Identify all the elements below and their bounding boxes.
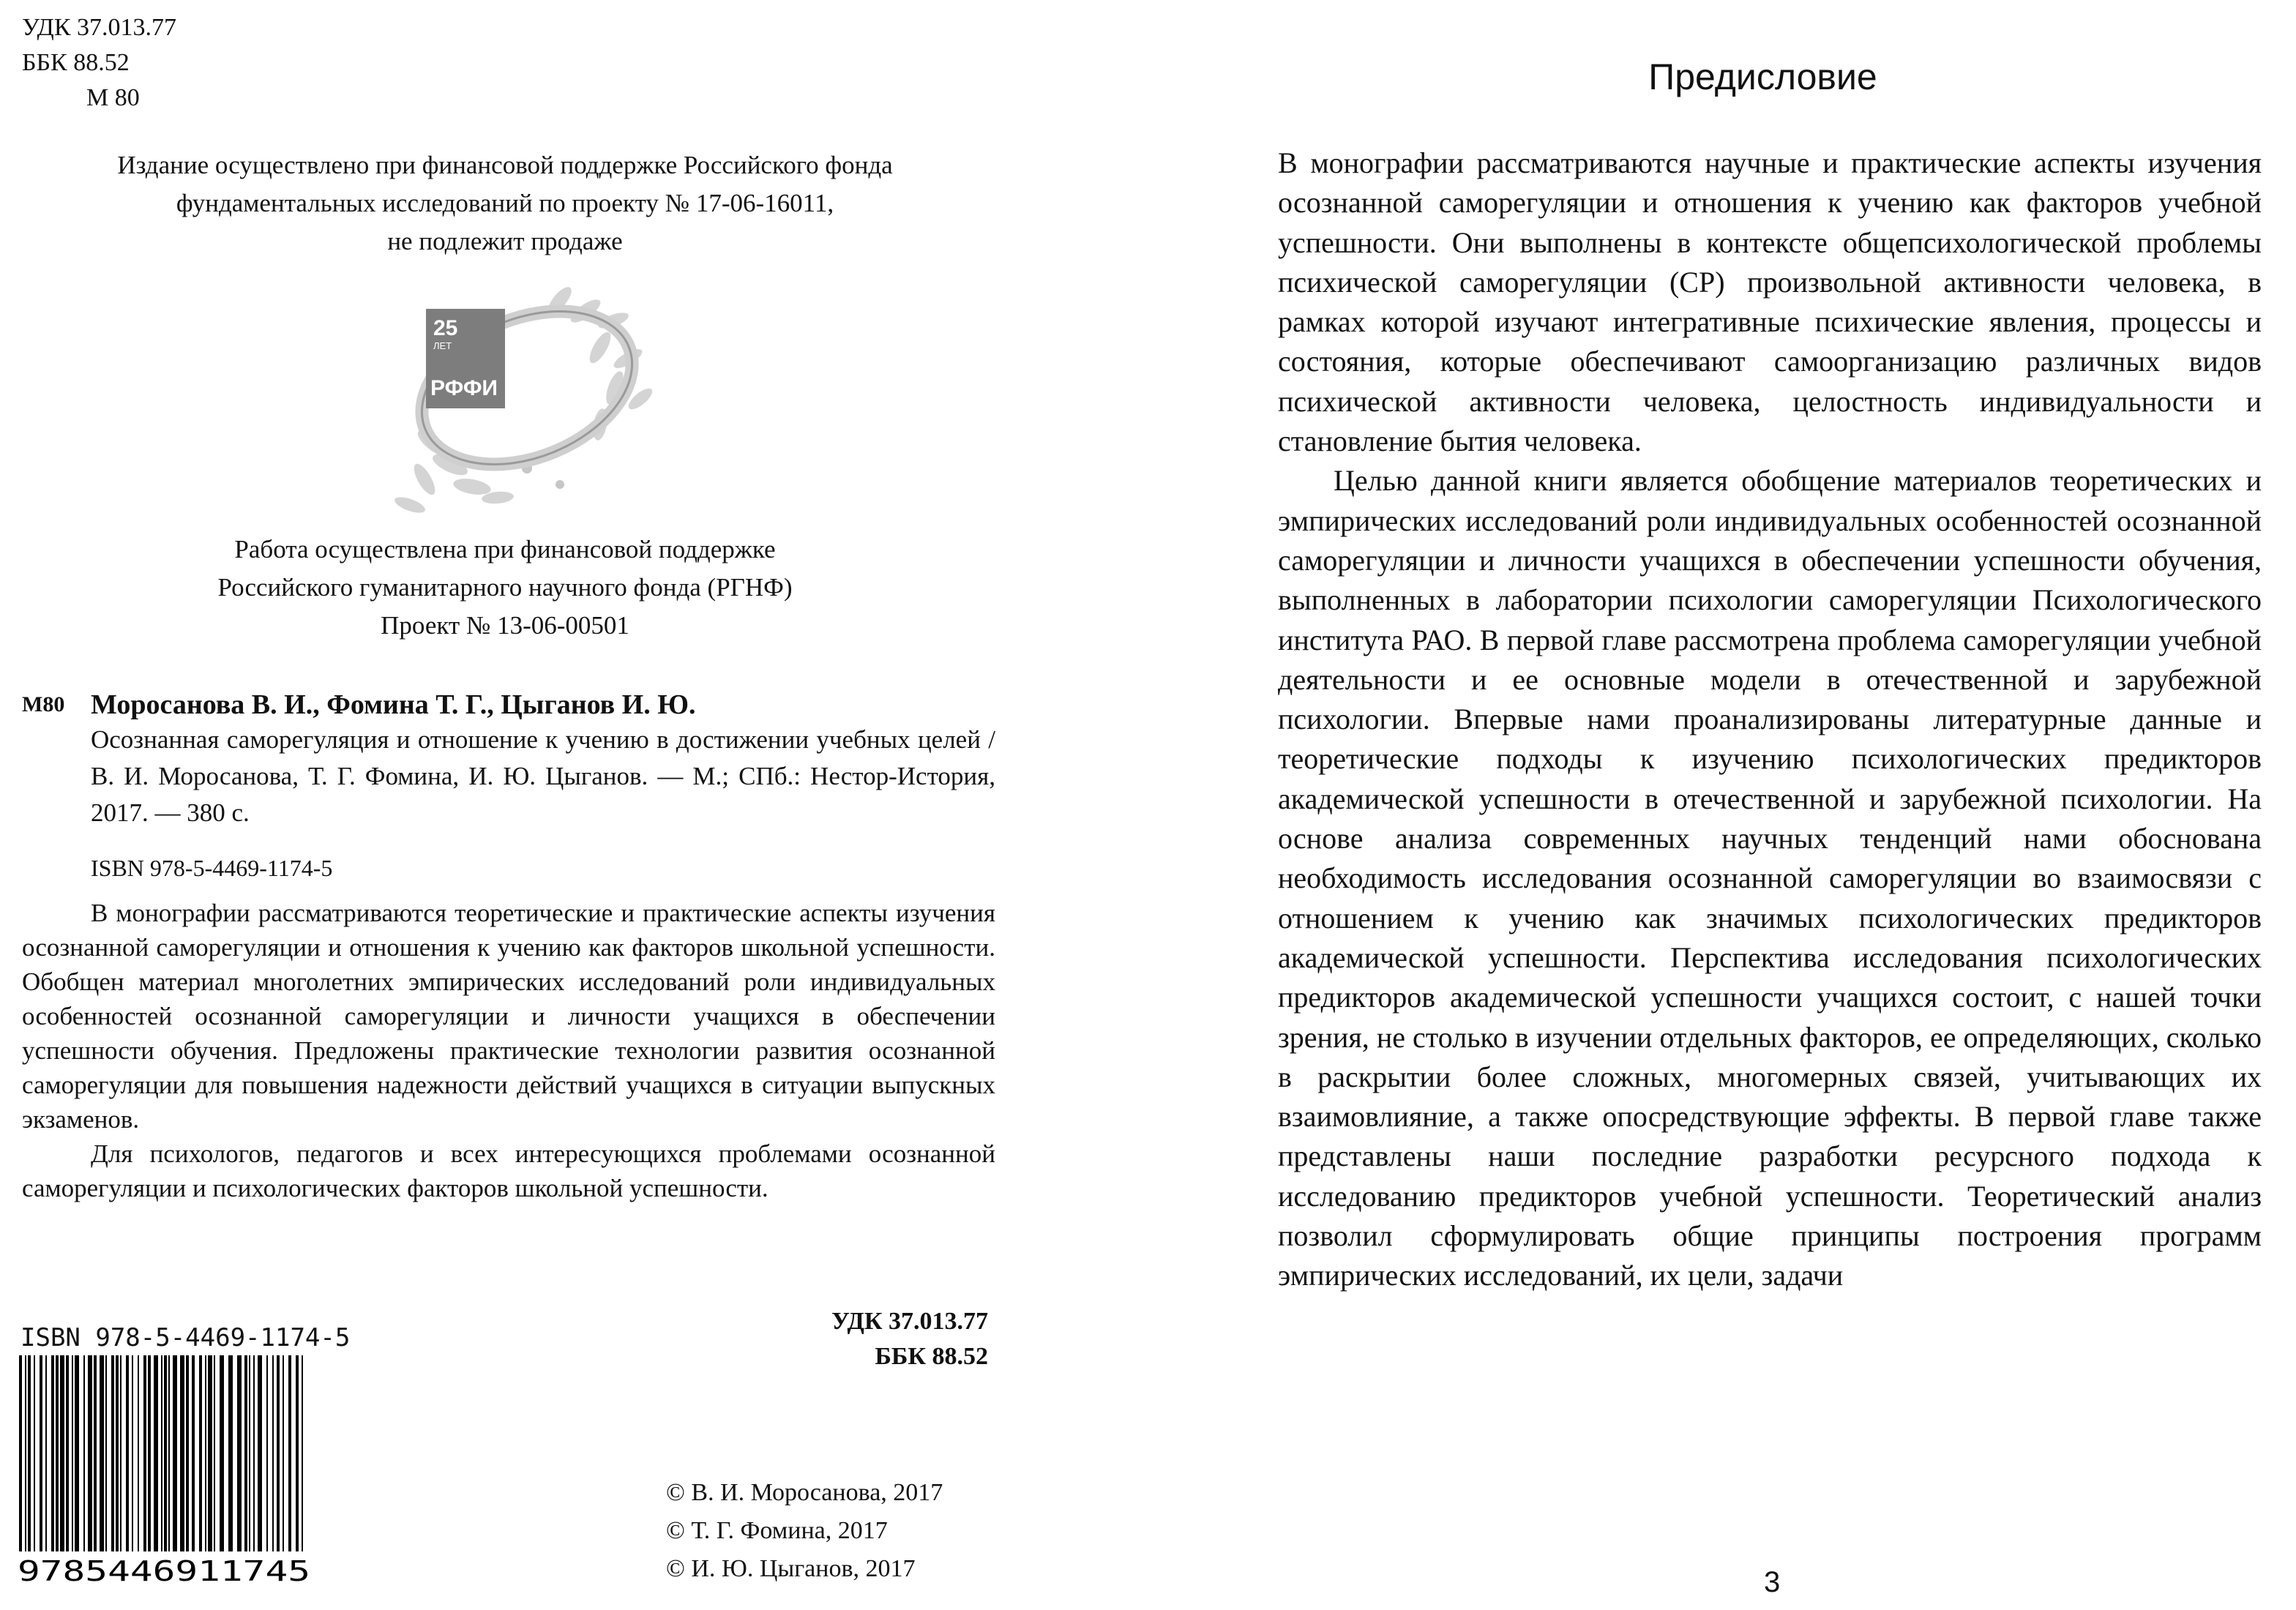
barcode-bar <box>302 1355 303 1551</box>
barcode-bar <box>94 1355 97 1551</box>
barcode-bar <box>75 1355 79 1551</box>
barcode-bar <box>220 1355 224 1551</box>
barcode-bar <box>258 1355 262 1551</box>
barcode-bar <box>228 1355 233 1551</box>
barcode-bar <box>138 1355 139 1551</box>
barcode-bar <box>277 1355 280 1551</box>
barcode-bar <box>72 1355 73 1551</box>
preface-body <box>1278 143 2262 1296</box>
barcode-bar <box>288 1355 291 1551</box>
barcode-bar <box>249 1355 250 1551</box>
isbn: ISBN 978-5-4469-1174-5 <box>91 855 333 881</box>
barcode-bar <box>173 1355 177 1551</box>
udk-code: УДК 37.013.77 <box>831 1308 988 1335</box>
bibliographic-description: Осознанная саморегуляция и отношение к учению в достижении учебных целей / В. И. Моросанова, Т. Г. Фомина, И. Ю. Цыганов. — М.; СПб.: Нестор-История, 2017. — 380 с. <box>91 725 995 827</box>
barcode-bar <box>66 1355 69 1551</box>
barcode-bar <box>83 1355 85 1551</box>
barcode-bar <box>105 1355 107 1551</box>
barcode-bar <box>111 1355 114 1551</box>
barcode-bar <box>34 1355 35 1551</box>
rgnf-funding-line: Работа осуществлена при финансовой поддержке <box>234 535 776 564</box>
barcode-bar <box>214 1355 215 1551</box>
barcode-bar <box>56 1355 59 1551</box>
barcode-bar <box>244 1355 247 1551</box>
barcode-bar <box>164 1355 167 1551</box>
classification-block <box>22 10 176 116</box>
barcode-bar <box>208 1355 212 1551</box>
annotation-paragraph: В монографии рассматриваются теоретические и практические аспекты изучения осознанной саморегуляции и отношения к учению как факторов школьной успешности. Обобщен материал многолетних эмпирических исследований роли индивидуальных особенностей осознанной саморегуляции и личности учащихся в обеспечении успешности обучения. Предложены практические технологии развития осознанной саморегуляции для повышения надежности действий учащихся в ситуации выпускных экзаменов. <box>22 899 995 1134</box>
barcode-bar <box>88 1355 92 1551</box>
barcode-bar <box>40 1355 42 1551</box>
barcode-bar <box>237 1355 242 1551</box>
barcode-bar <box>199 1355 202 1551</box>
udk-block <box>717 1304 988 1374</box>
author-mark: М 80 <box>86 84 140 111</box>
barcode-bar <box>168 1355 170 1551</box>
barcode-bar <box>100 1355 104 1551</box>
rffi-funding-line: фундаментальных исследований по проекту № 17-06-16011, <box>176 189 834 217</box>
barcode-bar <box>143 1355 146 1551</box>
rffi-funding-line: не подлежит продаже <box>387 227 623 255</box>
barcode-bar <box>132 1355 133 1551</box>
barcode-bar <box>25 1355 26 1551</box>
barcode-bar <box>266 1355 268 1551</box>
barcode-bar <box>186 1355 189 1551</box>
barcode-bar <box>180 1355 184 1551</box>
barcode-bar <box>45 1355 47 1551</box>
svg-text:25: 25 <box>433 316 458 340</box>
svg-text:РФФИ: РФФИ <box>430 376 498 400</box>
copyright-line: © В. И. Моросанова, 2017 <box>666 1479 943 1506</box>
copyright-line: © И. Ю. Цыганов, 2017 <box>666 1555 916 1582</box>
barcode-bar <box>253 1355 255 1551</box>
barcode-bar <box>154 1355 158 1551</box>
barcode-digits: 9785446911745 <box>18 1555 310 1586</box>
barcode-isbn-label: ISBN 978-5-4469-1174-5 <box>20 1323 351 1352</box>
rffi-funding-note <box>29 146 981 261</box>
barcode-bar <box>19 1355 22 1551</box>
copyright-line: © Т. Г. Фомина, 2017 <box>666 1517 888 1544</box>
copyright-block <box>666 1474 943 1588</box>
bbk-code: ББК 88.52 <box>22 49 130 76</box>
barcode-bar <box>51 1355 54 1551</box>
page-number: 3 <box>1764 1566 1781 1598</box>
barcode-bar <box>126 1355 129 1551</box>
authors: Моросанова В. И., Фомина Т. Г., Цыганов И. Ю. <box>91 689 696 720</box>
barcode <box>18 1355 310 1586</box>
barcode-bar <box>60 1355 64 1551</box>
preface-paragraph: Целью данной книги является обобщение материалов теоретических и эмпирических исследований роли индивидуальных особенностей осознанной саморегуляции и личности учащихся в обеспечении успешности обучения, выполненных в лаборатории психологии саморегуляции Психологического института РАО. В первой главе рассмотрена проблема саморегуляции учебной деятельности и ее основные модели в отечественной и зарубежной психологии. Впервые нами проанализированы литературные данные и теоретические подходы к изучению психологических предикторов академической успешности в отечественной и зарубежной психологии. На основе анализа современных научных тенденций нами обоснована необходимость исследования осознанной саморегуляции во взаимосвязи с отношением к учению как значимых психологических предикторов академической успешности. Перспектива исследования психологических предикторов академической успешности учащихся состоит, с нашей точки зрения, не столько в изучении отдельных факторов, ее определяющих, сколько в раскрытии более сложных, многомерных связей, учитывающих их взаимовлияние, а также опосредствующие эффекты. В первой главе также представлены наши последние разработки ресурсного подхода к исследованию предикторов учебной успешности. Теоретический анализ позволил сформулировать общие принципы построения программ эмпирических исследований, их цели, задачи <box>1278 464 2262 1292</box>
rgnf-funding-note <box>29 531 981 645</box>
annotation-paragraph: Для психологов, педагогов и всех интересующихся проблемами осознанной саморегуляции и психологических факторов школьной успешности. <box>22 1139 995 1202</box>
right-page <box>1142 0 2296 1610</box>
annotation <box>22 896 995 1205</box>
barcode-bar <box>161 1355 162 1551</box>
rgnf-funding-line: Проект № 13-06-00501 <box>381 611 629 640</box>
bbk-code: ББК 88.52 <box>875 1343 988 1370</box>
barcode-bar <box>272 1355 274 1551</box>
author-mark-code: М80 <box>22 692 65 716</box>
barcode-bar <box>28 1355 31 1551</box>
page-title: Предисловие <box>1648 56 1877 97</box>
barcode-bar <box>148 1355 151 1551</box>
left-page <box>0 0 1142 1610</box>
rffi-25-logo <box>381 278 659 520</box>
udk-code: УДК 37.013.77 <box>22 14 177 41</box>
barcode-bar <box>283 1355 284 1551</box>
svg-text:ЛЕТ: ЛЕТ <box>433 340 452 351</box>
preface-paragraph: В монографии рассматриваются научные и практические аспекты изучения осознанной саморегуляции и отношения к учению как факторов учебной успешности. Они выполнены в контексте общепсихологической проблемы психической саморегуляции (СР) произвольной активности человека, в рамках которой изучают интегративные психические явления, процессы и состояния, которые обеспечивают самоорганизацию различных видов психической активности человека, целостность индивидуальности и становление бытия человека. <box>1278 146 2262 458</box>
barcode-bar <box>116 1355 119 1551</box>
barcode-bar <box>192 1355 195 1551</box>
barcode-bar <box>296 1355 299 1551</box>
rffi-funding-line: Издание осуществлено при финансовой поддержке Российского фонда <box>117 151 893 179</box>
rgnf-funding-line: Российского гуманитарного научного фонда (РГНФ) <box>217 573 793 602</box>
barcode-bar <box>120 1355 121 1551</box>
barcode-bar <box>205 1355 206 1551</box>
